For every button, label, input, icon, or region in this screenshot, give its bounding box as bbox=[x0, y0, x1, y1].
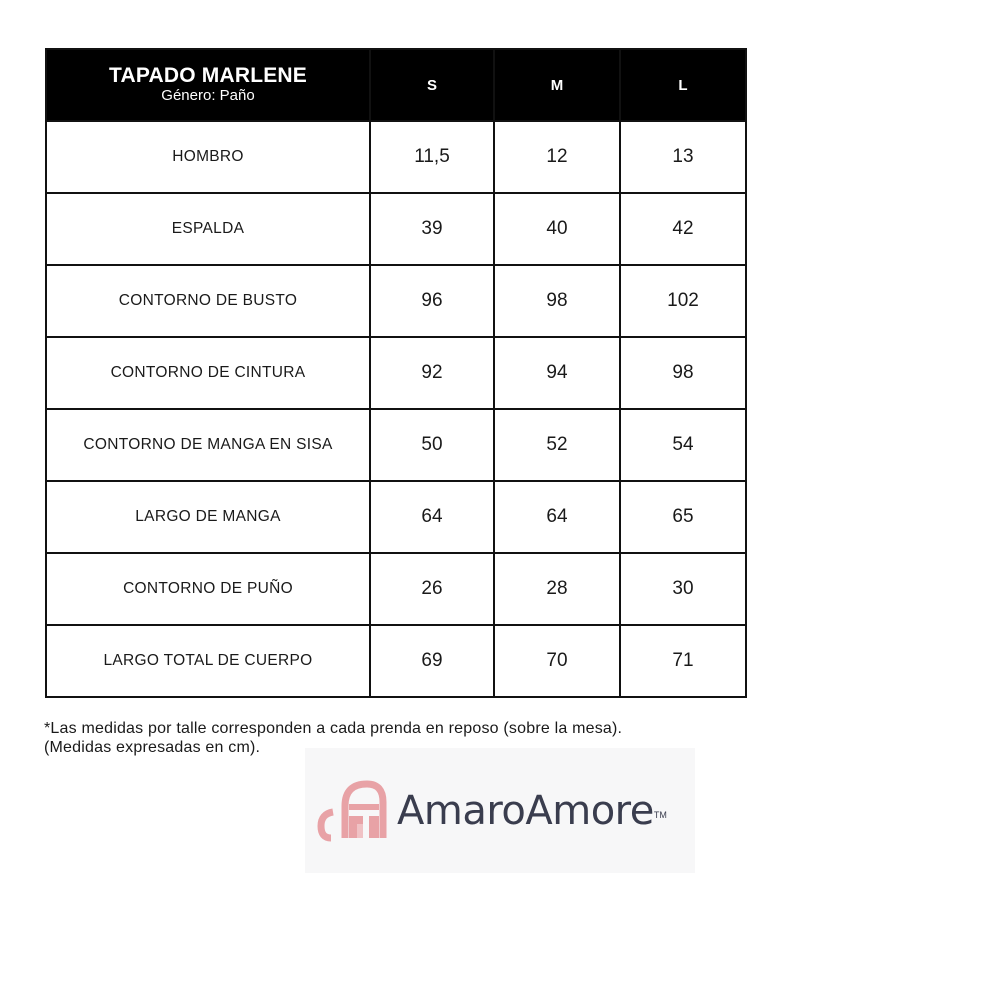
value-l: 42 bbox=[620, 193, 746, 265]
value-m: 12 bbox=[494, 121, 620, 193]
table-row bbox=[46, 481, 746, 553]
size-header-m: M bbox=[494, 49, 620, 121]
value-m: 52 bbox=[494, 409, 620, 481]
table-header-row bbox=[46, 49, 746, 121]
value-l: 71 bbox=[620, 625, 746, 697]
value-l: 98 bbox=[620, 337, 746, 409]
measure-label: CONTORNO DE MANGA EN SISA bbox=[46, 409, 370, 481]
value-s: 39 bbox=[370, 193, 494, 265]
value-l: 30 bbox=[620, 553, 746, 625]
table-row bbox=[46, 337, 746, 409]
measure-label: ESPALDA bbox=[46, 193, 370, 265]
value-s: 11,5 bbox=[370, 121, 494, 193]
measure-label: LARGO DE MANGA bbox=[46, 481, 370, 553]
value-l: 65 bbox=[620, 481, 746, 553]
value-l: 13 bbox=[620, 121, 746, 193]
table-row bbox=[46, 553, 746, 625]
table-row bbox=[46, 193, 746, 265]
value-s: 64 bbox=[370, 481, 494, 553]
value-m: 98 bbox=[494, 265, 620, 337]
value-s: 26 bbox=[370, 553, 494, 625]
value-l: 54 bbox=[620, 409, 746, 481]
value-m: 94 bbox=[494, 337, 620, 409]
size-header-l: L bbox=[620, 49, 746, 121]
measure-label: CONTORNO DE CINTURA bbox=[46, 337, 370, 409]
size-chart-table bbox=[45, 48, 747, 698]
measure-label: HOMBRO bbox=[46, 121, 370, 193]
note-line-2: (Medidas expresadas en cm). bbox=[44, 739, 261, 756]
measure-label: LARGO TOTAL DE CUERPO bbox=[46, 625, 370, 697]
brand-mark-icon bbox=[317, 776, 387, 846]
value-l: 102 bbox=[620, 265, 746, 337]
value-s: 92 bbox=[370, 337, 494, 409]
table-row bbox=[46, 265, 746, 337]
value-s: 50 bbox=[370, 409, 494, 481]
table-row bbox=[46, 625, 746, 697]
brand-logo bbox=[305, 748, 695, 873]
value-m: 70 bbox=[494, 625, 620, 697]
value-s: 96 bbox=[370, 265, 494, 337]
value-m: 64 bbox=[494, 481, 620, 553]
measure-label: CONTORNO DE PUÑO bbox=[46, 553, 370, 625]
value-s: 69 bbox=[370, 625, 494, 697]
brand-name: AmaroAmore bbox=[397, 787, 654, 834]
value-m: 28 bbox=[494, 553, 620, 625]
note-line-1: *Las medidas por talle corresponden a cada prenda en reposo (sobre la mesa). bbox=[44, 720, 623, 737]
size-header-s: S bbox=[370, 49, 494, 121]
table-row bbox=[46, 409, 746, 481]
brand-trademark: TM bbox=[653, 809, 667, 820]
product-subtitle: Género: Paño bbox=[161, 87, 255, 104]
measure-label: CONTORNO DE BUSTO bbox=[46, 265, 370, 337]
value-m: 40 bbox=[494, 193, 620, 265]
product-title: TAPADO MARLENE bbox=[108, 64, 307, 87]
product-heading bbox=[46, 49, 370, 121]
table-row bbox=[46, 121, 746, 193]
